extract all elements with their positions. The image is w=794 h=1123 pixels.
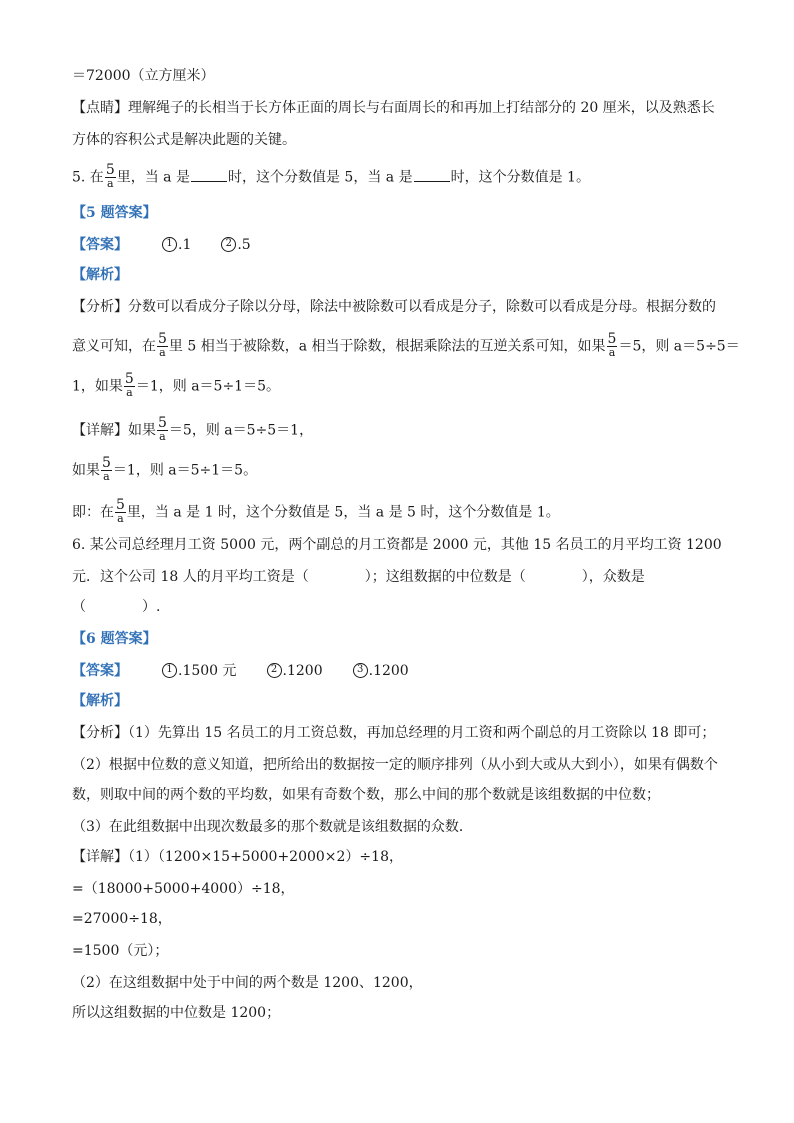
note-line-2: 方体的容积公式是解决此题的关键。 [72,132,296,148]
fraction-numerator: 5 [105,162,115,178]
fraction-denominator: a [159,430,166,443]
circled-number-2: 2 [221,237,236,252]
answer-blank-1 [191,167,227,182]
question-5 [72,164,590,191]
text-segment: 里，当 a 是 1 时，这个分数值是 5，当 a 是 5 时，这个分数值是 1。 [126,504,560,521]
detail-tag: 【详解】 [72,422,128,439]
q6-answer-line [72,661,409,681]
question-6-line-1: 6. 某公司总经理月工资 5000 元，两个副总的月工资都是 2000 元，其他 15 名员工的月平均工资 1200 [72,537,722,553]
text-segment: 即：在 [72,504,114,521]
text-segment: ＝1，则 a＝5÷1＝5。 [112,462,258,479]
text-segment: ＝1，则 a＝5÷1＝5。 [135,378,280,395]
fraction-denominator: a [608,346,616,359]
q6-analysis-line-4: （3）在此组数据中出现次数最多的那个数就是该组数据的众数． [72,819,473,835]
fraction-5-over-a [607,332,618,359]
q6-analysis-line-2: （2）根据中位数的意义知道，把所给出的数据按一定的顺序排列（从小到大或从大到小），如果有偶数个 [72,757,718,773]
text-segment: ＝5，则 a＝5÷5＝ [618,338,740,355]
q5-answer-2: .5 [237,237,251,253]
fraction-5-over-a [115,498,126,525]
q5-answer-1: .1 [178,237,192,253]
q5-answer-heading: 【5 题答案】 [72,205,157,221]
fraction-numerator: 5 [124,371,134,387]
circled-number-1: 1 [162,663,177,678]
text-segment: 如果 [72,462,100,479]
q6-answer-heading: 【6 题答案】 [72,631,157,647]
q5-analysis-line-3 [72,373,280,400]
q5-analysis-line-2 [72,333,740,360]
fraction-5-over-a [157,332,168,359]
fraction-denominator: a [126,386,133,399]
q5-text-b: 里，当 a 是 [116,169,190,186]
analysis-text: （1）先算出 15 名员工的月工资总数，再加总经理的月工资和两个副总的月工资除以 18 即可； [128,725,716,741]
text-segment: 意义可知，在 [72,338,156,355]
text-segment: 里 5 相当于被除数，a 相当于除数，根据乘除法的互逆关系可知，如果 [168,338,606,355]
text-segment: 如果 [128,422,156,439]
fraction-denominator: a [106,177,114,190]
q6-answer-3: .1200 [368,663,409,679]
volume-result-line: ＝72000（立方厘米） [72,68,215,84]
q6-detail-line-1 [72,847,403,867]
q6-detail-line-5: （2）在这组数据中处于中间的两个数是 1200、1200， [72,975,423,991]
q5-answer-line [72,235,251,255]
q6-answer-1: .1500 元 [178,663,237,679]
circled-number-3: 3 [353,663,368,678]
fraction-denominator: a [159,346,166,359]
q5-analysis-line-1 [72,297,716,317]
answer-tag: 【答案】 [72,237,128,253]
q5-detail-line-3 [72,499,560,526]
analysis-tag: 【分析】 [72,299,128,315]
q5-text-a: 5. 在 [72,169,104,186]
q6-detail-line-2: =（18000+5000+4000）÷18， [72,881,295,897]
q6-detail-line-6: 所以这组数据的中位数是 1200； [72,1005,281,1021]
q6-analysis-line-1 [72,723,715,743]
fraction-denominator: a [117,512,124,525]
detail-tag: 【详解】 [72,849,128,865]
text-segment: 1，如果 [72,378,123,395]
q5-detail-line-2 [72,457,257,484]
text-segment: ＝5，则 a＝5÷5＝1， [168,422,314,439]
fraction-numerator: 5 [158,415,167,431]
note-tag: 【点睛】 [72,100,128,116]
q6-detail-line-3: =27000÷18， [72,911,172,927]
fraction-5-over-a [105,163,116,190]
fraction-numerator: 5 [158,331,167,347]
note-line-1 [72,98,715,118]
circled-number-2: 2 [267,663,282,678]
q5-detail-line-1 [72,417,313,444]
question-6-line-2: 元．这个公司 18 人的月平均工资是（ ）；这组数据的中位数是（ ），众数是 [72,569,645,585]
q5-text-c: 时，这个分数值是 5，当 a 是 [227,169,413,186]
fraction-5-over-a [124,372,135,399]
circled-number-1: 1 [162,237,177,252]
fraction-5-over-a [157,416,168,443]
analysis-text: 分数可以看成分子除以分母，除法中被除数可以看成是分子，除数可以看成是分母。根据分数的 [128,299,716,315]
q6-answer-2: .1200 [282,663,323,679]
q6-analysis-line-3: 数，则取中间的两个数的平均数，如果有奇数个数，那么中间的那个数就是该组数据的中位数； [72,787,660,803]
q6-detail-line-4: =1500（元）； [72,943,169,959]
fraction-numerator: 5 [607,331,617,347]
fraction-5-over-a [101,456,112,483]
answer-blank-2 [414,167,450,182]
q5-text-d: 时，这个分数值是 1。 [450,169,590,186]
fraction-denominator: a [103,470,110,483]
fraction-numerator: 5 [102,455,111,471]
answer-tag: 【答案】 [72,663,128,679]
question-6-line-3: （ ）. [72,599,161,615]
note-text: 理解绳子的长相当于长方体正面的周长与右面周长的和再加上打结部分的 20 厘米，以及熟悉长 [128,100,715,116]
q5-analysis-heading: 【解析】 [72,267,128,283]
fraction-numerator: 5 [116,497,125,513]
q6-analysis-heading: 【解析】 [72,693,128,709]
detail-text: （1）（1200×15+5000+2000×2）÷18， [128,849,403,865]
analysis-tag: 【分析】 [72,725,128,741]
